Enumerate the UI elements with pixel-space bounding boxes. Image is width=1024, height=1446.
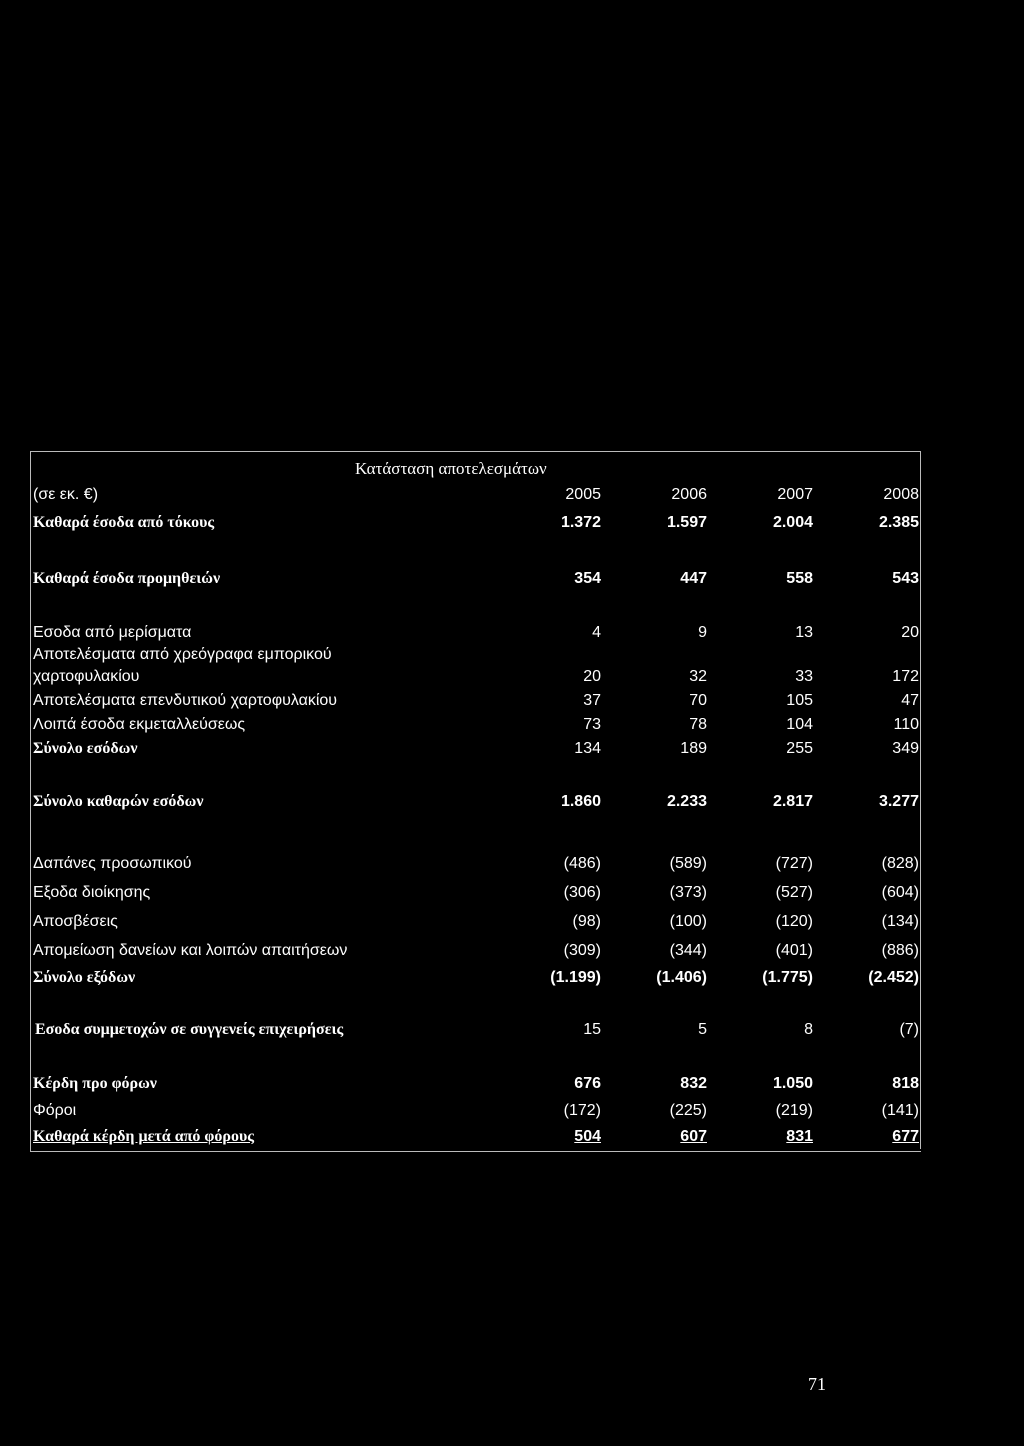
cell-value: 8 [804, 1021, 813, 1038]
cell-value: (727) [775, 855, 813, 872]
cell-value: (309) [563, 942, 601, 959]
cell-value: (886) [881, 942, 919, 959]
cell-value: 134 [574, 740, 601, 757]
row-label: Λοιπά έσοδα εκμεταλλεύσεως [33, 716, 246, 733]
cell-value: 1.372 [560, 514, 601, 531]
table-row [31, 884, 921, 906]
table-row [31, 855, 921, 877]
cell-value: 504 [574, 1128, 601, 1145]
cell-value: (98) [572, 913, 601, 930]
year-header: 2005 [565, 486, 601, 503]
row-label: Κέρδη προ φόρων [33, 1075, 157, 1092]
table-title: Κατάσταση αποτελεσμάτων [355, 459, 547, 478]
table-row [31, 942, 921, 964]
table-row [31, 1128, 921, 1150]
table-row [31, 668, 921, 690]
row-label: Αποτελέσματα επενδυτικού χαρτοφυλακίου [33, 692, 338, 709]
cell-value: (225) [669, 1102, 707, 1119]
cell-value: (100) [669, 913, 707, 930]
header-row [31, 486, 921, 508]
row-label: χαρτοφυλακίου [33, 668, 140, 685]
row-label: Σύνολο καθαρών εσόδων [33, 793, 204, 810]
year-header: 2006 [671, 486, 707, 503]
cell-value: 73 [583, 716, 601, 733]
cell-value: 5 [698, 1021, 707, 1038]
row-label: Φόροι [33, 1102, 77, 1119]
cell-value: (7) [899, 1021, 919, 1038]
cell-value: 349 [892, 740, 919, 757]
row-label: Αποσβέσεις [33, 913, 118, 930]
cell-value: (401) [775, 942, 813, 959]
cell-value: (1.406) [656, 969, 707, 986]
row-label: Καθαρά έσοδα από τόκους [33, 514, 215, 531]
cell-value: (486) [563, 855, 601, 872]
cell-value: 70 [689, 692, 707, 709]
table-row [31, 646, 921, 668]
table-row [31, 1102, 921, 1124]
row-label: Εσοδα συμμετοχών σε συγγενείς επιχειρήσεις [35, 1021, 344, 1038]
row-label: Δαπάνες προσωπικού [33, 855, 192, 872]
cell-value: 2.385 [878, 514, 919, 531]
row-label: Σύνολο εξόδων [33, 969, 136, 986]
cell-value: 78 [689, 716, 707, 733]
cell-value: 1.860 [560, 793, 601, 810]
table-row [31, 793, 921, 815]
cell-value: (344) [669, 942, 707, 959]
cell-value: 2.233 [666, 793, 707, 810]
cell-value: 110 [893, 716, 919, 733]
cell-value: 558 [786, 570, 813, 587]
cell-value: (604) [881, 884, 919, 901]
cell-value: 37 [583, 692, 601, 709]
cell-value: (306) [563, 884, 601, 901]
row-label: Εξοδα διοίκησης [33, 884, 151, 901]
cell-value: (134) [881, 913, 919, 930]
unit-label: (σε εκ. €) [33, 486, 99, 503]
cell-value: 607 [680, 1128, 707, 1145]
cell-value: 189 [680, 740, 707, 757]
cell-value: 1.597 [666, 514, 707, 531]
cell-value: 543 [892, 570, 919, 587]
row-label: Απομείωση δανείων και λοιπών απαιτήσεων [33, 942, 348, 959]
cell-value: (373) [669, 884, 707, 901]
cell-value: 3.277 [878, 793, 919, 810]
cell-value: 33 [795, 668, 813, 685]
cell-value: 2.004 [772, 514, 813, 531]
table-bottom-border [31, 1151, 921, 1152]
table-row [31, 913, 921, 935]
cell-value: (219) [775, 1102, 813, 1119]
cell-value: 15 [583, 1021, 601, 1038]
cell-value: (589) [669, 855, 707, 872]
table-row [31, 1021, 921, 1043]
cell-value: (1.775) [762, 969, 813, 986]
cell-value: 20 [901, 624, 919, 641]
table-row [31, 624, 921, 646]
table-row [31, 692, 921, 714]
row-label: Καθαρά κέρδη μετά από φόρους [33, 1128, 255, 1145]
cell-value: 447 [680, 570, 707, 587]
table-row [31, 969, 921, 991]
year-header: 2007 [777, 486, 813, 503]
cell-value: 4 [592, 624, 601, 641]
cell-value: 32 [689, 668, 707, 685]
cell-value: 677 [892, 1128, 919, 1145]
table-row [31, 570, 921, 592]
table-row [31, 740, 921, 762]
cell-value: 2.817 [772, 793, 813, 810]
row-label: Καθαρά έσοδα προμηθειών [33, 570, 221, 587]
cell-value: 13 [795, 624, 813, 641]
table-row [31, 1075, 921, 1097]
cell-value: 676 [574, 1075, 601, 1092]
table-row [31, 514, 921, 536]
cell-value: 255 [786, 740, 813, 757]
year-header: 2008 [883, 486, 919, 503]
cell-value: (120) [775, 913, 813, 930]
cell-value: 831 [786, 1128, 813, 1145]
cell-value: 818 [892, 1075, 919, 1092]
cell-value: (2.452) [868, 969, 919, 986]
table-row [31, 716, 921, 738]
cell-value: (1.199) [550, 969, 601, 986]
cell-value: 104 [786, 716, 813, 733]
cell-value: 105 [786, 692, 813, 709]
row-label: Σύνολο εσόδων [33, 740, 138, 757]
cell-value: 9 [698, 624, 707, 641]
cell-value: (141) [881, 1102, 919, 1119]
row-label: Εσοδα από μερίσματα [33, 624, 192, 641]
income-statement-table [30, 451, 921, 1152]
cell-value: 172 [892, 668, 919, 685]
page-number: 71 [808, 1374, 826, 1394]
cell-value: (828) [881, 855, 919, 872]
cell-value: (527) [775, 884, 813, 901]
cell-value: (172) [563, 1102, 601, 1119]
cell-value: 1.050 [772, 1075, 813, 1092]
row-label: Αποτελέσματα από χρεόγραφα εμπορικού [33, 646, 332, 663]
cell-value: 20 [583, 668, 601, 685]
cell-value: 354 [574, 570, 601, 587]
cell-value: 832 [680, 1075, 707, 1092]
cell-value: 47 [901, 692, 919, 709]
